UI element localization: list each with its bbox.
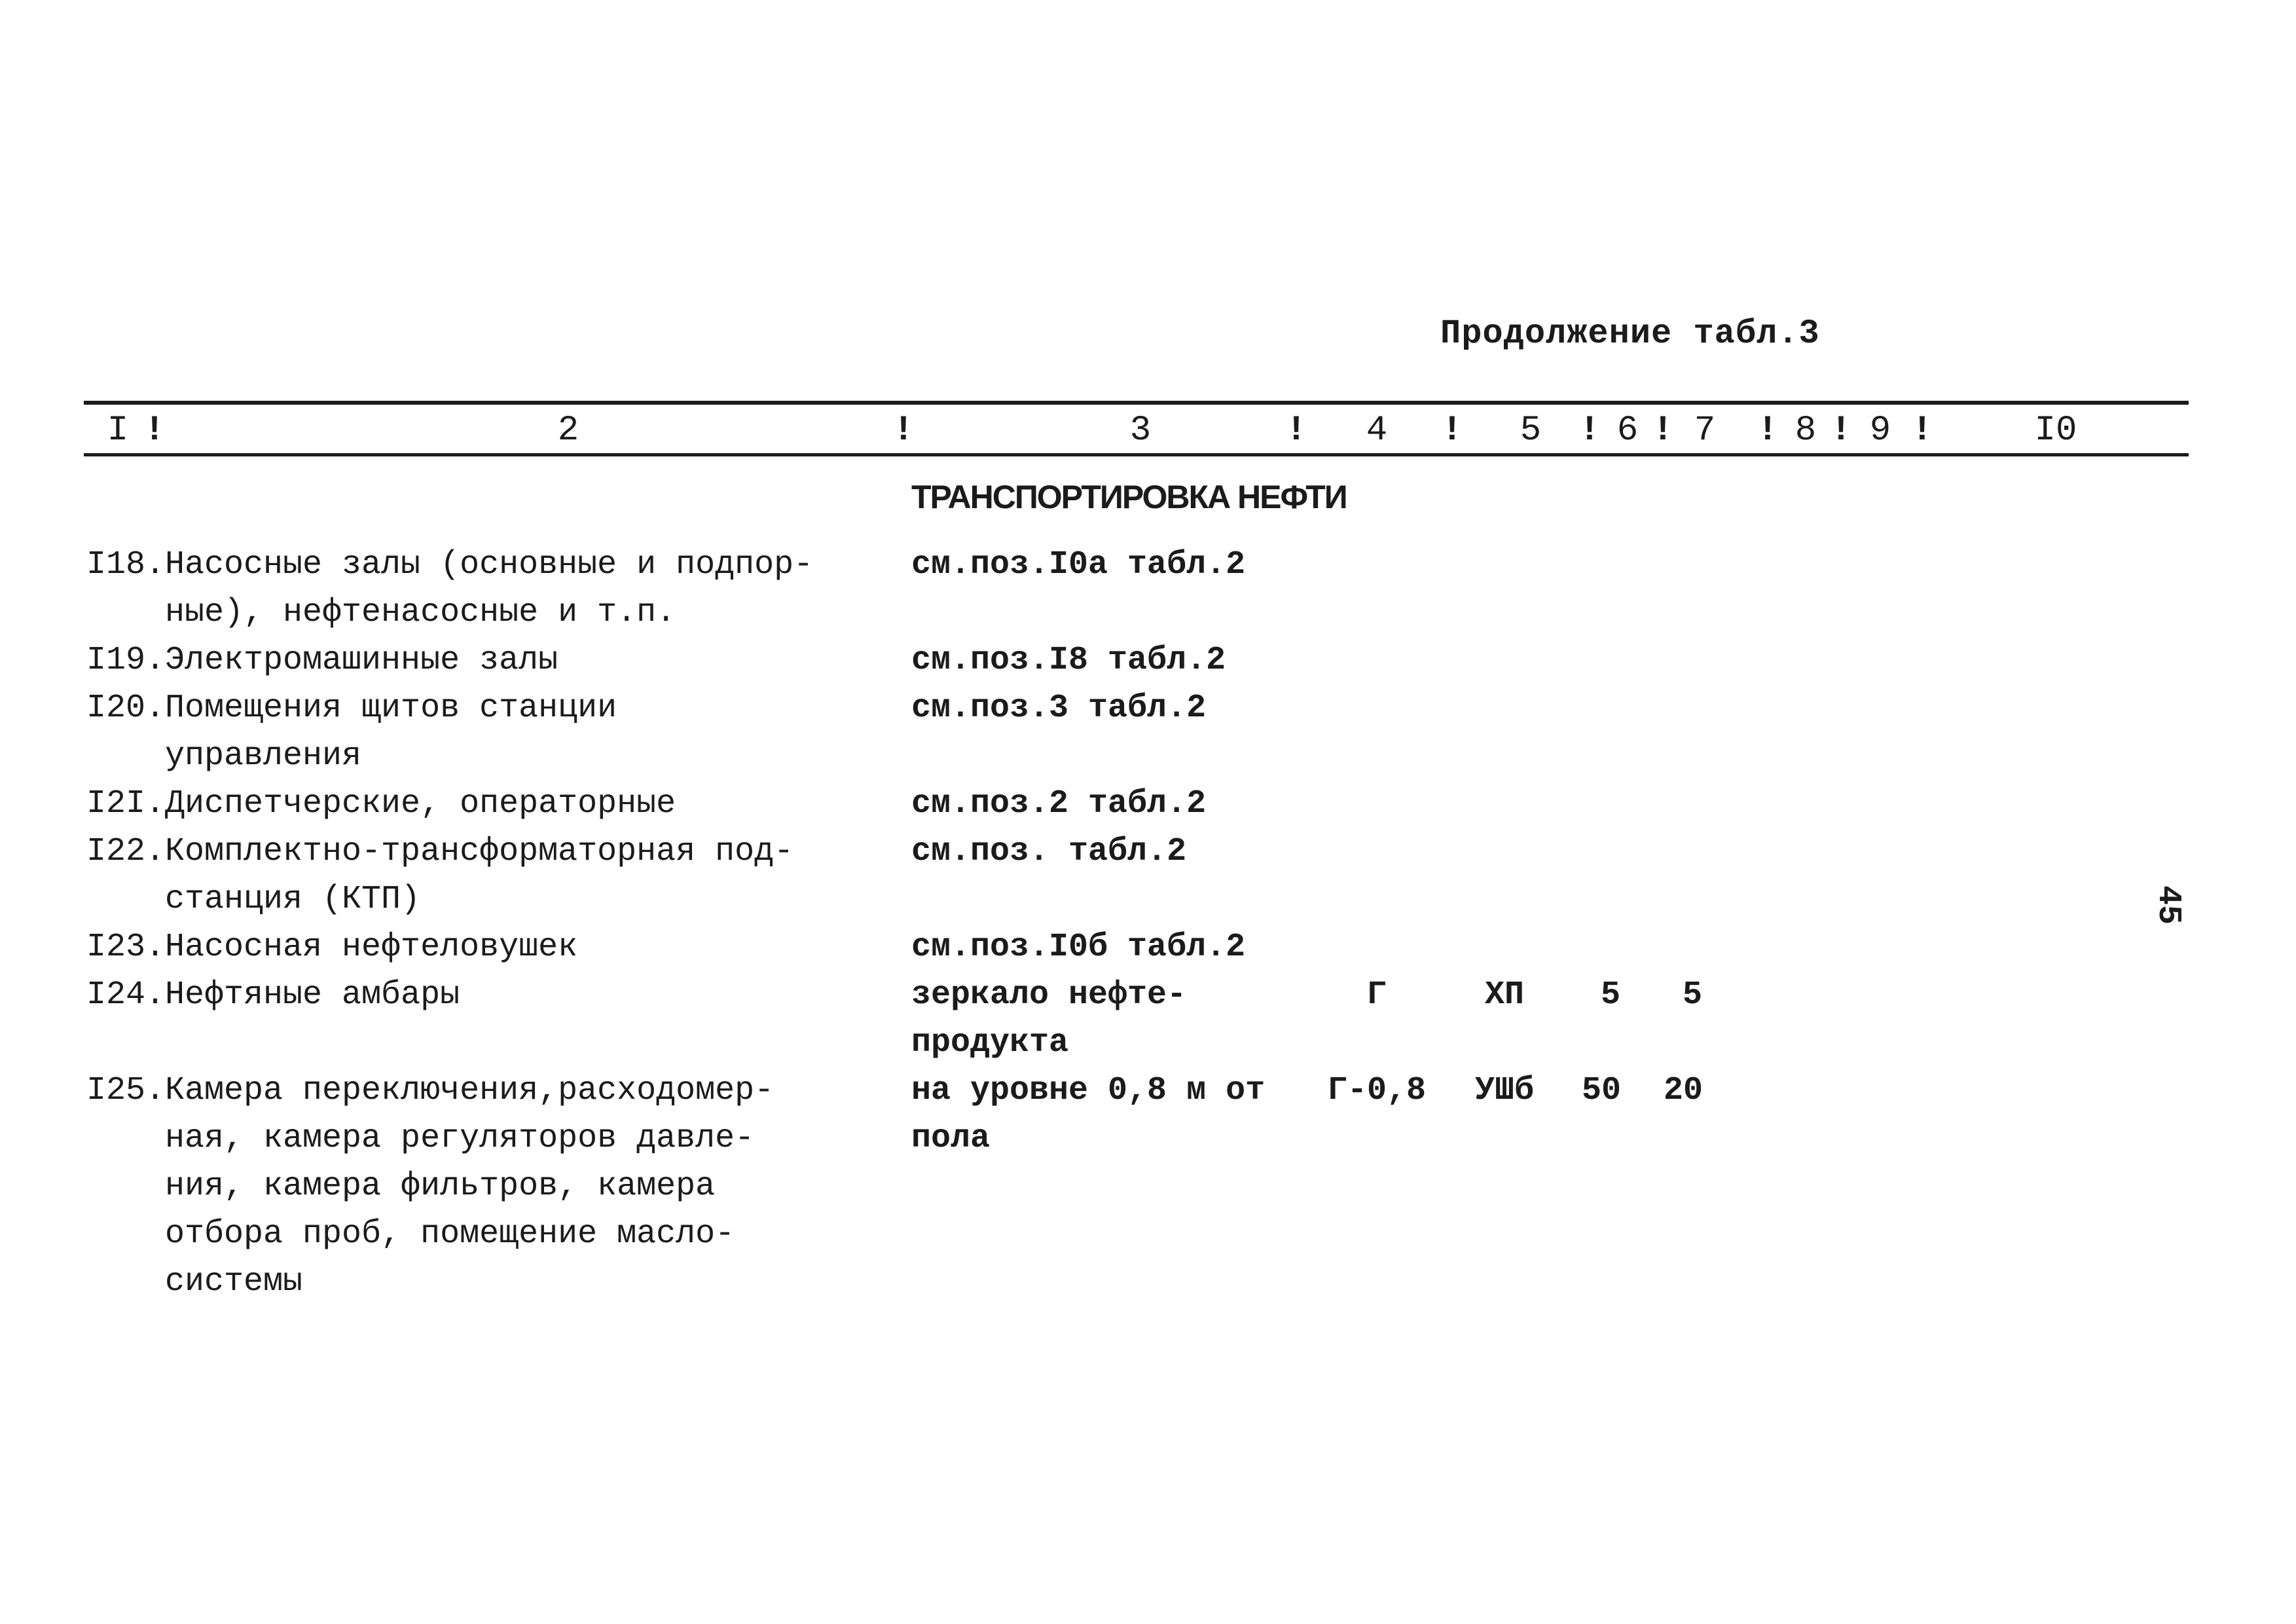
row-col5: ХП [1484,976,1525,1014]
row-col4: Г [1366,976,1387,1014]
header-separator: ! [1441,411,1463,451]
header-separator: ! [1652,411,1674,451]
row-col3: см.поз.I0а табл.2 [911,546,1246,583]
row-col3: см.поз.2 табл.2 [911,785,1207,822]
row-col3: см.поз.I8 табл.2 [911,642,1226,679]
header-separator: ! [1911,411,1933,451]
row-number: I23. [86,929,166,966]
row-col6: 5 [1600,976,1621,1014]
row-number: I22. [86,833,166,870]
header-col-1: I [107,411,129,451]
header-col-7: 7 [1694,411,1716,451]
header-col-2: 2 [557,411,579,451]
row-col6: 50 [1581,1072,1622,1109]
row-col3: зеркало нефте- продукта [911,976,1187,1061]
row-col3: см.поз.3 табл.2 [911,690,1207,727]
section-title: ТРАНСПОРТИРОВКА НЕФТИ [911,479,1347,515]
header-separator: ! [1285,411,1307,451]
row-col3: см.поз. табл.2 [911,833,1187,870]
row-number: I24. [86,976,166,1014]
row-description: Насосные залы (основные и подпор- ные), нефтенасосные и т.п. [165,546,814,631]
row-description: Насосная нефтеловушек [165,929,578,966]
header-col-3: 3 [1129,411,1152,451]
row-number: I18. [86,546,166,583]
row-col3: на уровне 0,8 м от пола [911,1072,1266,1157]
table-header-rule [84,453,2189,456]
header-separator: ! [1757,411,1779,451]
row-number: I25. [86,1072,166,1109]
row-col7: 5 [1682,976,1703,1014]
table-top-rule [84,401,2189,405]
header-col-10: I0 [2034,411,2077,451]
row-description: Электромашинные залы [165,642,558,679]
row-description: Камера переключения,расходомер- ная, камера регуляторов давле- ния, камера фильтров, камера отбора проб, помещение масло- системы [165,1072,774,1301]
row-description: Помещения щитов станции управления [165,690,617,775]
row-description: Диспетчерские, операторные [165,785,676,822]
header-separator: ! [892,411,915,451]
header-col-5: 5 [1520,411,1542,451]
header-separator: ! [1578,411,1601,451]
header-col-8: 8 [1795,411,1817,451]
continuation-label: Продолжение табл.3 [1440,314,1820,353]
row-col5: УШб [1474,1072,1535,1109]
row-col7: 20 [1663,1072,1704,1109]
row-number: I2I. [86,785,166,822]
row-number: I20. [86,690,166,727]
row-col4: Г-0,8 [1327,1072,1427,1109]
row-col3: см.поз.I0б табл.2 [911,929,1246,966]
header-col-6: 6 [1616,411,1639,451]
header-separator: ! [1830,411,1852,451]
header-separator: ! [143,411,166,451]
header-col-4: 4 [1366,411,1388,451]
row-description: Нефтяные амбары [165,976,460,1014]
row-number: I19. [86,642,166,679]
header-col-9: 9 [1869,411,1891,451]
row-description: Комплектно-трансформаторная под- станция (КТП) [165,833,794,918]
page-number: 45 [2149,885,2187,925]
